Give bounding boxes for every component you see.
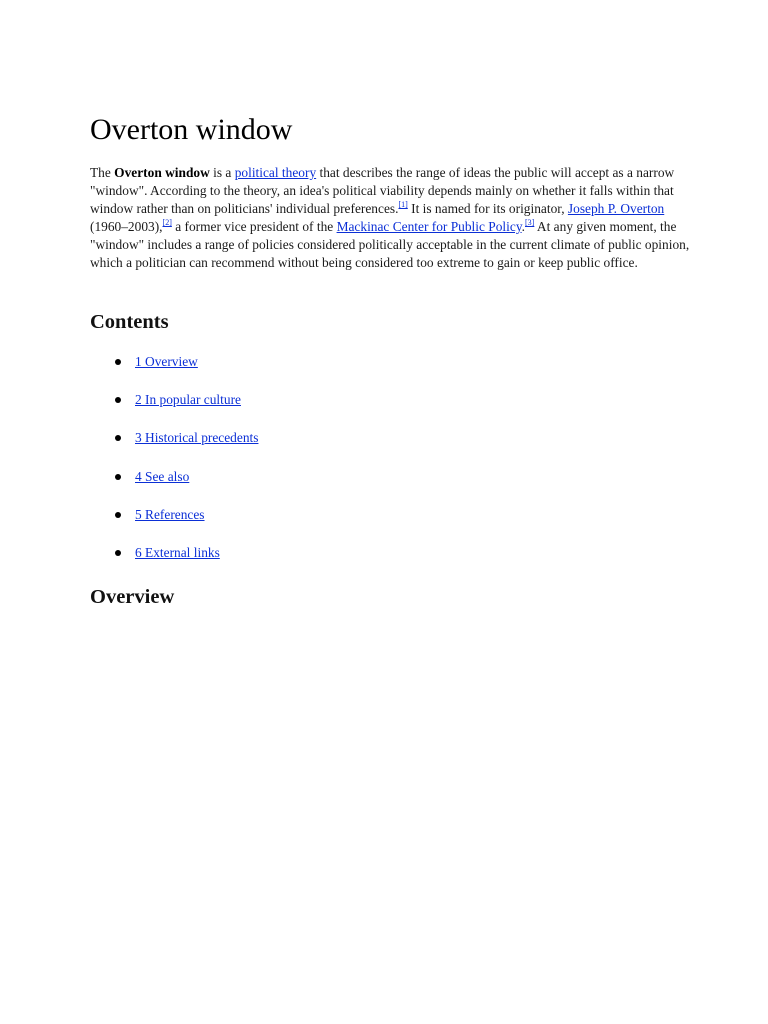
mackinac-center-link[interactable]: Mackinac Center for Public Policy: [336, 219, 522, 234]
page-title: Overton window: [90, 113, 293, 146]
joseph-overton-link[interactable]: Joseph P. Overton: [567, 201, 665, 216]
citation-3-link[interactable]: [3]: [525, 218, 535, 227]
toc-link-in-popular-culture[interactable]: 2 In popular culture: [135, 392, 241, 407]
citation-2: [163, 218, 172, 227]
lead-text: At any given moment, the "window" includes a range of policies considered politically acceptable in the current climate of public opinion, which a politician can recommend without being considered too extreme to gain or keep public office.: [90, 219, 690, 270]
bullet-icon: [115, 359, 121, 365]
contents-heading: Contents: [90, 311, 169, 333]
bullet-icon: [115, 550, 121, 556]
bullet-icon: [115, 512, 121, 518]
toc-link-overview[interactable]: 1 Overview: [135, 354, 198, 369]
toc-link-references[interactable]: 5 References: [135, 507, 205, 522]
toc-link-external-links[interactable]: 6 External links: [135, 545, 220, 560]
citation-3: [525, 218, 534, 227]
lead-text: It is named for its originator,: [407, 201, 568, 216]
bullet-icon: [115, 435, 121, 441]
political-theory-link[interactable]: political theory: [234, 165, 317, 180]
citation-2-link[interactable]: [2]: [162, 218, 172, 227]
lead-text: .: [521, 219, 525, 234]
citation-1-link[interactable]: [1]: [398, 200, 408, 209]
toc-link-see-also[interactable]: 4 See also: [135, 469, 190, 484]
overview-heading: Overview: [90, 586, 175, 608]
lead-text: The: [90, 165, 115, 180]
lead-paragraph: [90, 164, 690, 272]
lead-text: is a: [209, 165, 235, 180]
lead-text: that describes the range of ideas the public will accept as a narrow "window". According to the theory, an idea's political viability depends mainly on whether it falls within that window rather than on politicians' individual preferences.: [90, 165, 675, 216]
bullet-icon: [115, 474, 121, 480]
lead-bold-term: Overton window: [114, 165, 210, 180]
bullet-icon: [115, 397, 121, 403]
lead-text: a former vice president of the: [171, 219, 337, 234]
lead-text: (1960–2003),: [90, 219, 163, 234]
citation-1: [398, 200, 407, 209]
toc-link-historical-precedents[interactable]: 3 Historical precedents: [135, 430, 259, 445]
